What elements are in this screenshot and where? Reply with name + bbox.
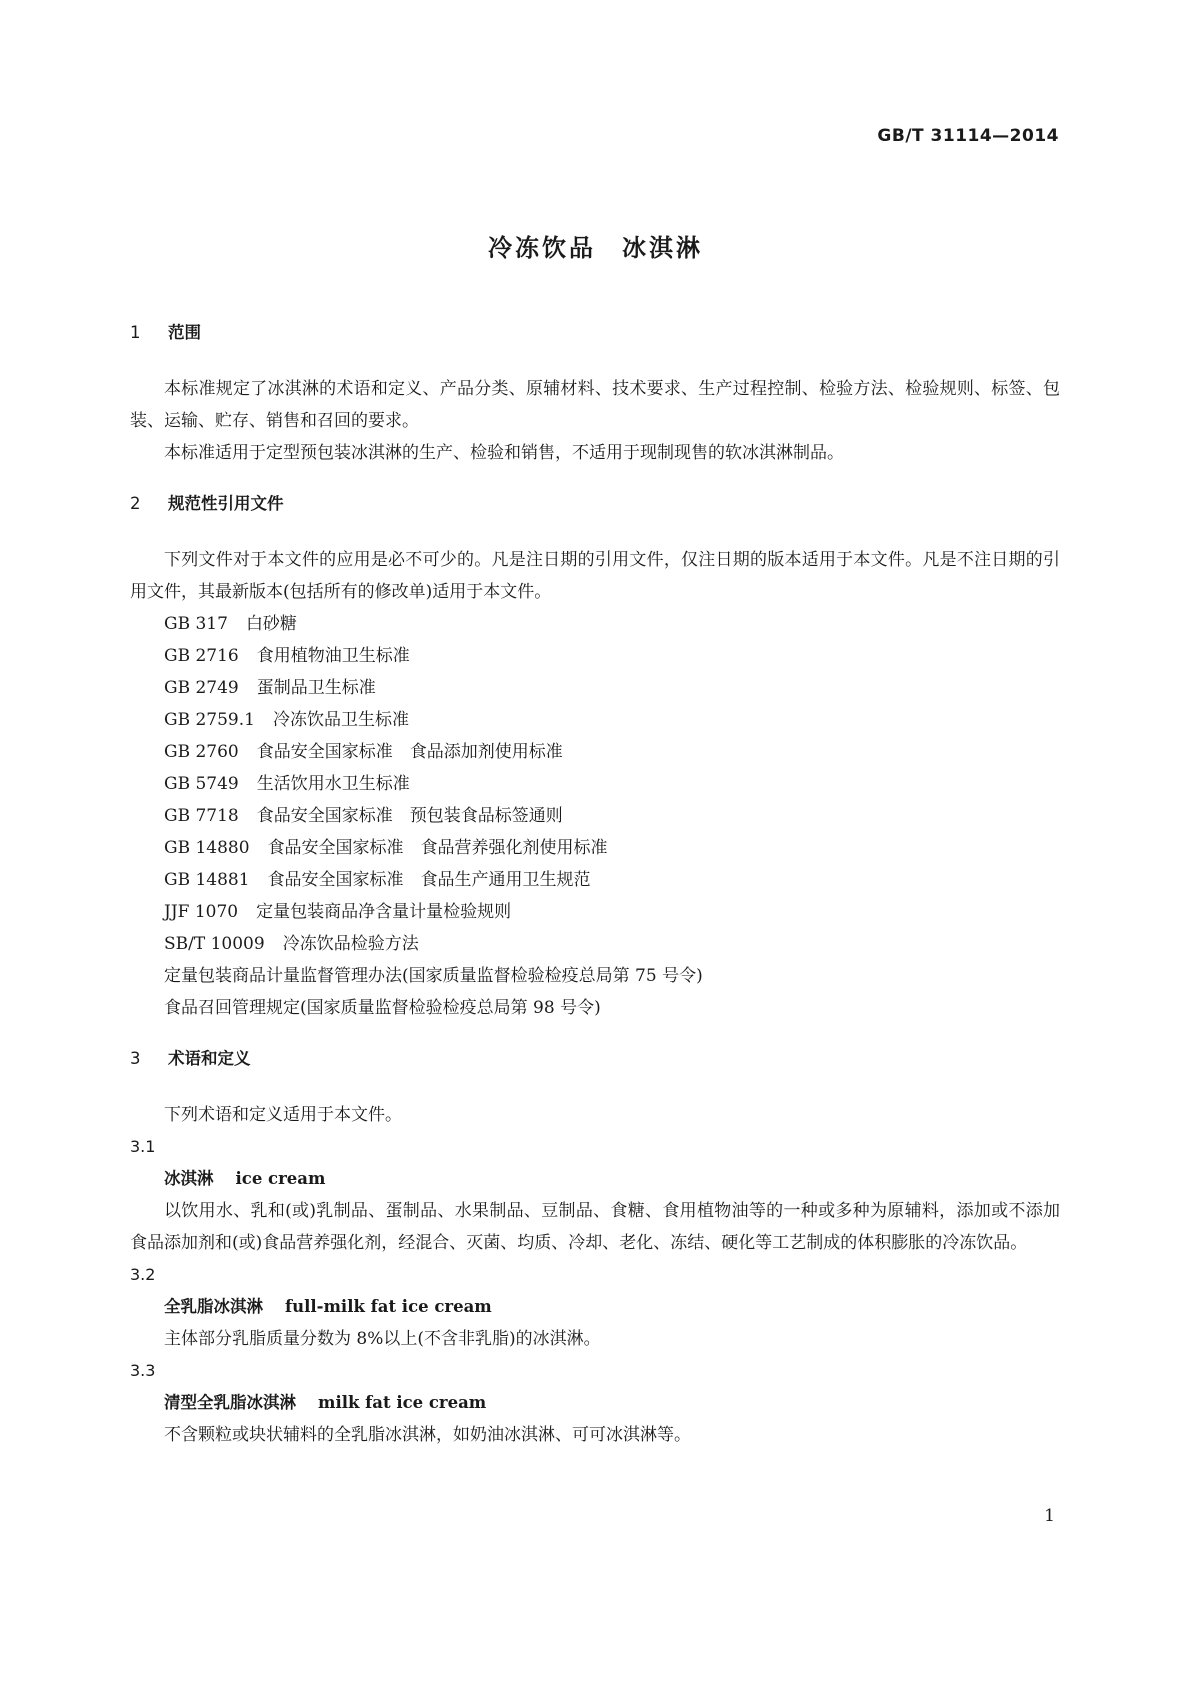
scope-paragraph: 本标准适用于定型预包装冰淇淋的生产、检验和销售，不适用于现制现售的软冰淇淋制品。 [164, 443, 844, 463]
reference-item [130, 928, 1060, 960]
term-name [130, 1163, 1060, 1195]
reference-title: 冷冻饮品检验方法 [282, 934, 419, 954]
section-heading-terms-definitions [130, 1043, 1060, 1075]
reference-code: GB 2716 [164, 646, 239, 666]
reference-code: GB 14881 [164, 870, 250, 890]
terms-intro: 下列术语和定义适用于本文件。 [164, 1105, 402, 1125]
reference-item [130, 896, 1060, 928]
section-title: 术语和定义 [168, 1049, 251, 1068]
section-heading-scope [130, 317, 1060, 349]
section-number: 1 [130, 323, 141, 342]
reference-item: 食品召回管理规定(国家质量监督检验检疫总局第 98 号令) [164, 998, 601, 1018]
reference-item [130, 608, 1060, 640]
document-title-part2: 冰淇淋 [622, 234, 703, 262]
term-name-zh: 全乳脂冰淇淋 [164, 1297, 263, 1316]
document-title [0, 228, 1191, 263]
term-definition: 主体部分乳脂质量分数为 8%以上(不含非乳脂)的冰淇淋。 [164, 1329, 601, 1349]
term-number: 3.2 [130, 1265, 156, 1284]
reference-title: 生活饮用水卫生标准 [256, 774, 410, 794]
reference-title: 食品安全国家标准 食品添加剂使用标准 [256, 742, 563, 762]
term-definition: 不含颗粒或块状辅料的全乳脂冰淇淋，如奶油冰淇淋、可可冰淇淋等。 [164, 1425, 691, 1445]
document-title-part1: 冷冻饮品 [488, 234, 596, 262]
term-name [130, 1387, 1060, 1419]
reference-item [130, 736, 1060, 768]
section-number: 3 [130, 1049, 141, 1068]
reference-item [130, 800, 1060, 832]
reference-code: GB 14880 [164, 838, 250, 858]
reference-item [130, 864, 1060, 896]
term-name-zh: 冰淇淋 [164, 1169, 214, 1188]
document-body [130, 317, 1060, 1451]
reference-code: GB 317 [164, 614, 228, 634]
reference-title: 冷冻饮品卫生标准 [272, 710, 409, 730]
term-number: 3.3 [130, 1361, 156, 1380]
reference-title: 白砂糖 [245, 614, 297, 634]
reference-code: GB 5749 [164, 774, 239, 794]
reference-item [130, 704, 1060, 736]
reference-title: 食品安全国家标准 食品营养强化剂使用标准 [267, 838, 608, 858]
term-number: 3.1 [130, 1137, 156, 1156]
reference-code: GB 2759.1 [164, 710, 255, 730]
standard-number: GB/T 31114—2014 [877, 126, 1059, 146]
reference-item [130, 672, 1060, 704]
reference-title: 食品安全国家标准 食品生产通用卫生规范 [267, 870, 591, 890]
reference-code: SB/T 10009 [164, 934, 265, 954]
section-title: 范围 [168, 323, 201, 342]
term-name-en: milk fat ice cream [318, 1393, 487, 1412]
reference-item [130, 640, 1060, 672]
reference-title: 食品安全国家标准 预包装食品标签通则 [256, 806, 563, 826]
reference-code: GB 2749 [164, 678, 239, 698]
page-number: 1 [1044, 1506, 1055, 1526]
reference-item [130, 768, 1060, 800]
section-title: 规范性引用文件 [168, 494, 284, 513]
term-name-zh: 清型全乳脂冰淇淋 [164, 1393, 296, 1412]
references-intro: 下列文件对于本文件的应用是必不可少的。凡是注日期的引用文件，仅注日期的版本适用于本文件。凡是不注日期的引用文件，其最新版本(包括所有的修改单)适用于本文件。 [130, 550, 1060, 602]
term-definition: 以饮用水、乳和(或)乳制品、蛋制品、水果制品、豆制品、食糖、食用植物油等的一种或多种为原辅料，添加或不添加食品添加剂和(或)食品营养强化剂，经混合、灭菌、均质、冷却、老化、冻结、硬化等工艺制成的体积膨胀的冷冻饮品。 [130, 1201, 1060, 1253]
scope-paragraph: 本标准规定了冰淇淋的术语和定义、产品分类、原辅材料、技术要求、生产过程控制、检验方法、检验规则、标签、包装、运输、贮存、销售和召回的要求。 [130, 379, 1060, 431]
reference-title: 定量包装商品净含量计量检验规则 [256, 902, 512, 922]
reference-code: GB 7718 [164, 806, 239, 826]
reference-title: 蛋制品卫生标准 [256, 678, 376, 698]
section-number: 2 [130, 494, 141, 513]
term-name-en: ice cream [235, 1169, 326, 1188]
term-name [130, 1291, 1060, 1323]
reference-item [130, 832, 1060, 864]
reference-code: GB 2760 [164, 742, 239, 762]
reference-title: 食用植物油卫生标准 [256, 646, 410, 666]
term-name-en: full-milk fat ice cream [285, 1297, 492, 1316]
section-heading-normative-references [130, 488, 1060, 520]
reference-code: JJF 1070 [164, 902, 239, 922]
reference-item: 定量包装商品计量监督管理办法(国家质量监督检验检疫总局第 75 号令) [164, 966, 703, 986]
